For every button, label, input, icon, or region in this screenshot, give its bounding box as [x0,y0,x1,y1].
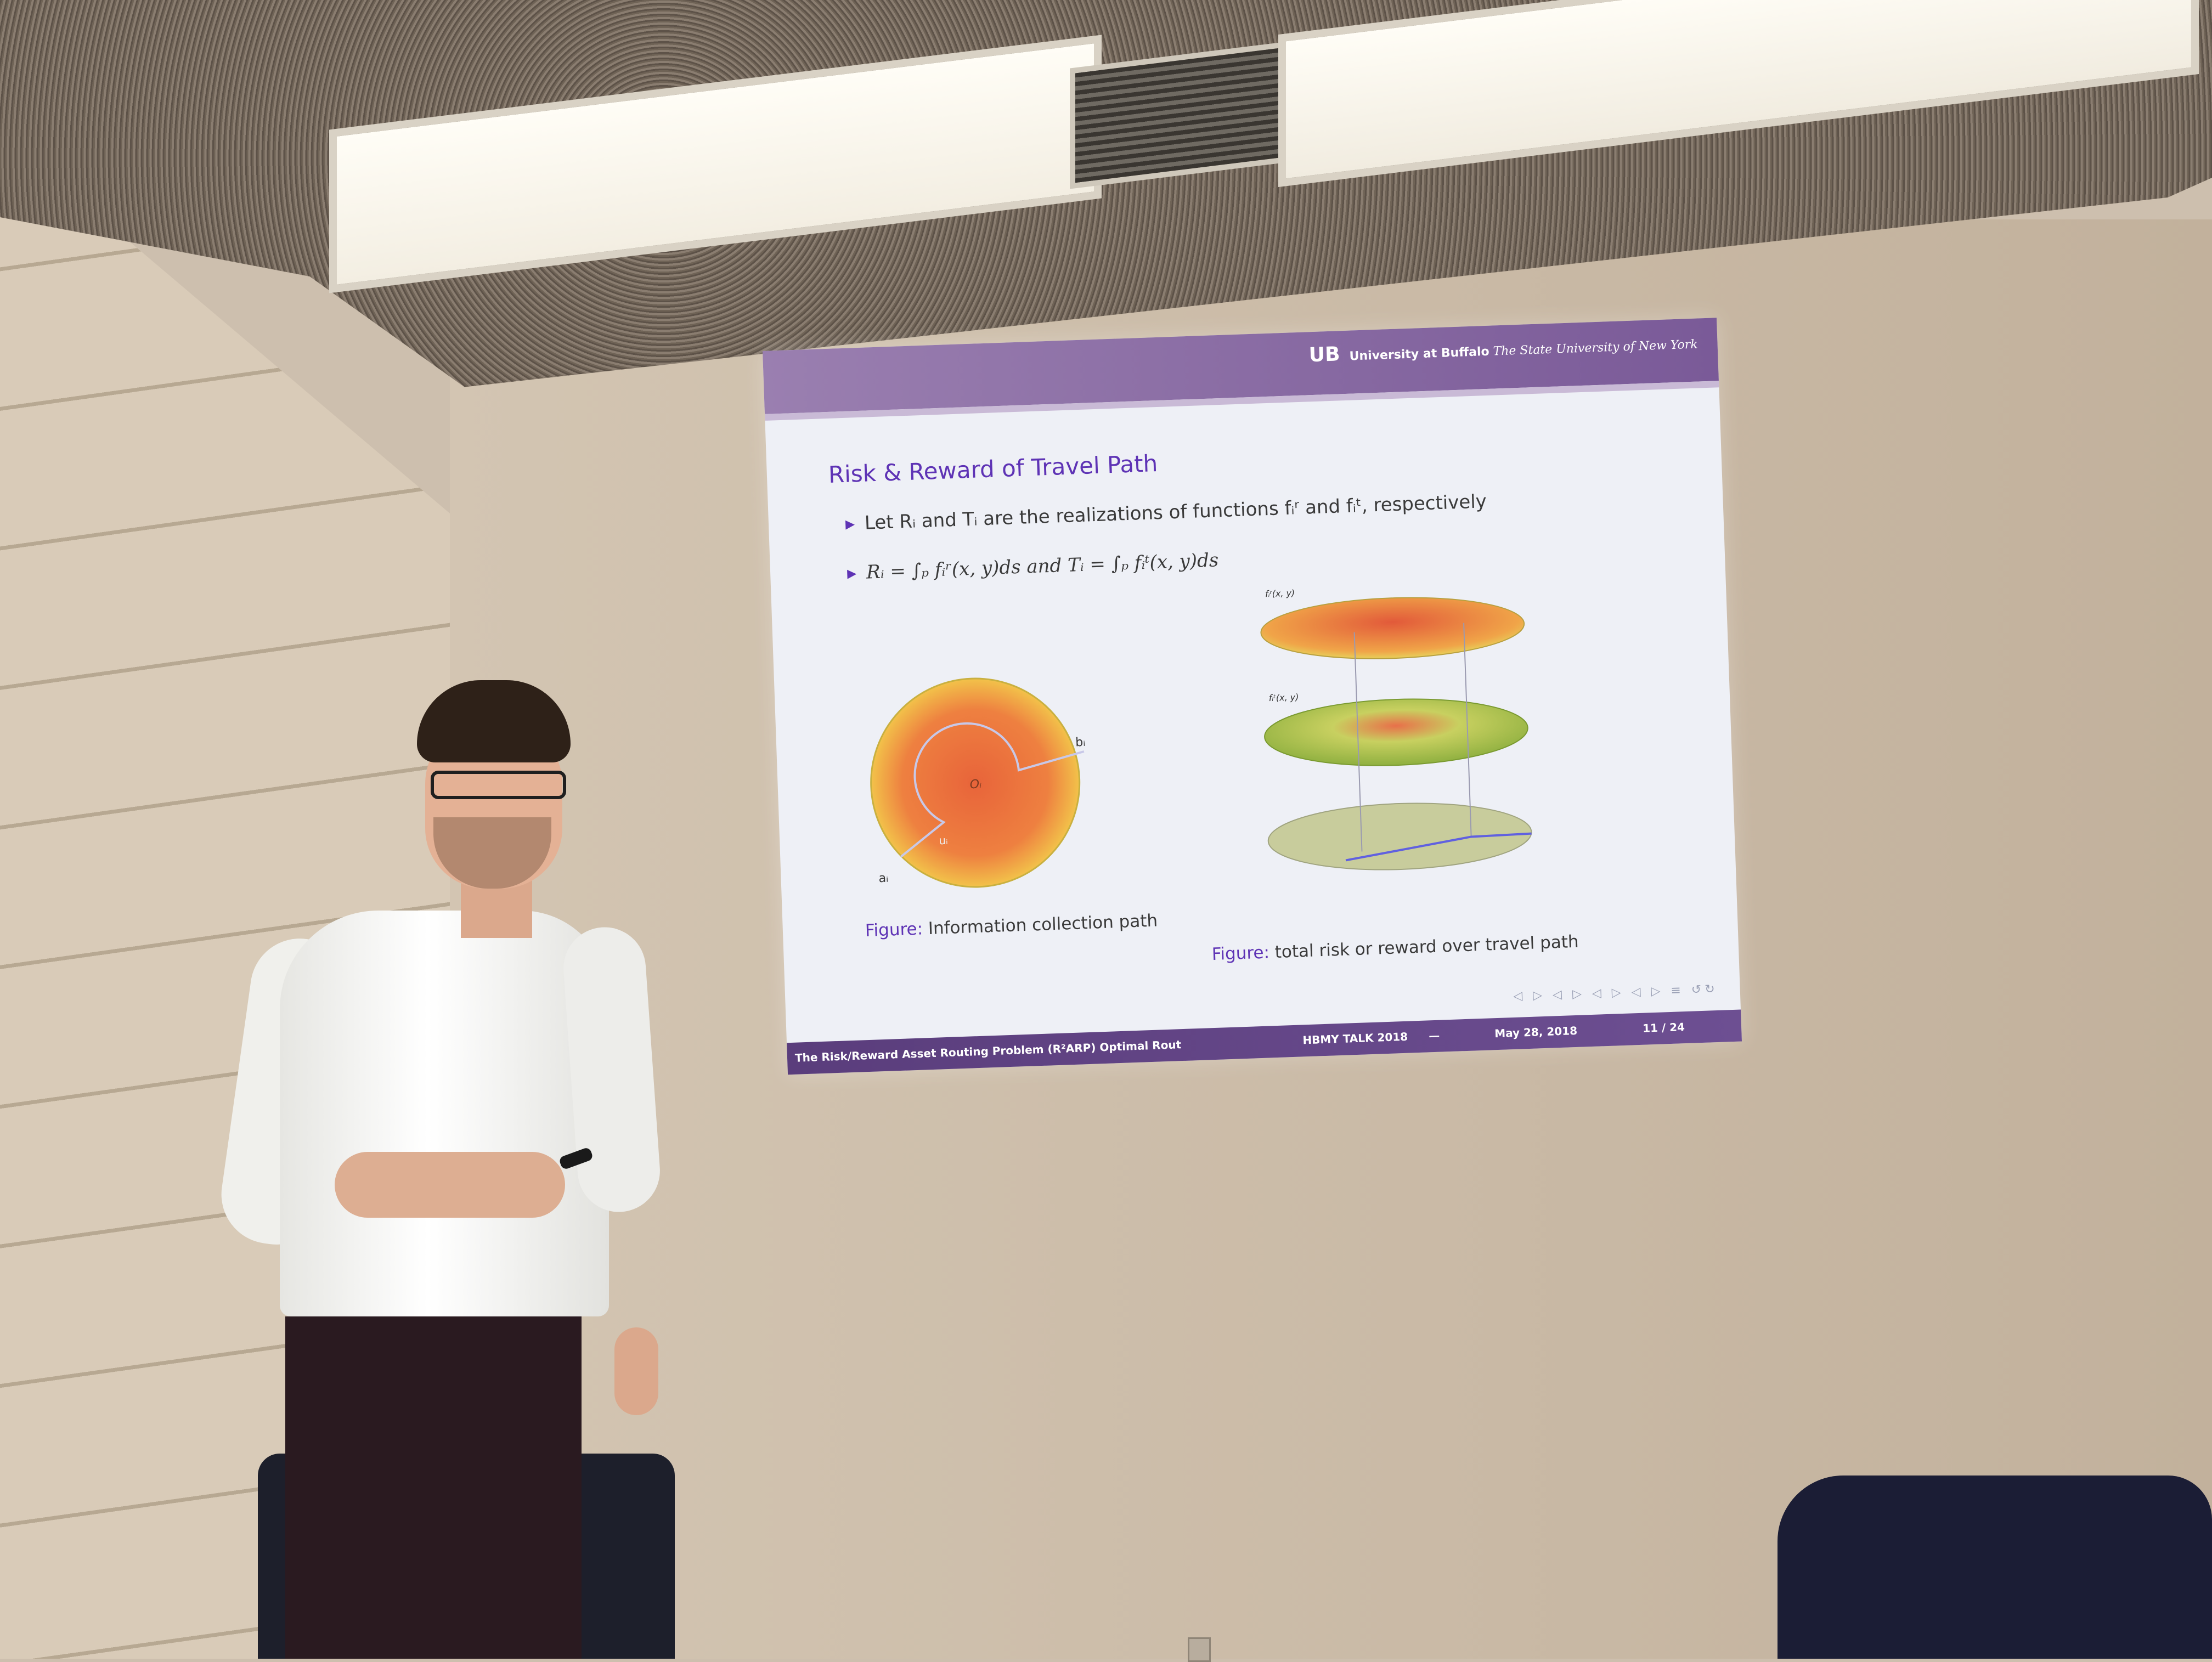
footer-separator: — [1428,1028,1440,1043]
figure2-caption [1211,932,1579,964]
layer-mid-label: fᵢᵗ(x, y) [1268,692,1299,704]
university-brand [1308,331,1698,367]
footer-talk-title: The Risk/Reward Asset Routing Problem (R²ARP) Optimal Rout [794,1038,1182,1065]
brand-name: University at Buffalo [1349,344,1490,364]
layer-top-label: fᵢʳ(x, y) [1265,587,1295,600]
footer-date: May 28, 2018 [1494,1024,1578,1041]
label-a: aᵢ [878,871,889,886]
presenter-glasses [431,771,566,799]
projected-slide [763,318,1742,1075]
top-surface [1260,593,1526,663]
figure-layered-surfaces [1254,571,1549,888]
caption-text: total risk or reward over travel path [1274,931,1579,963]
beamer-navigation: ◁ ▷ ◁ ▷ ◁ ▷ ◁ ▷ ≡ ↺↻ [1513,982,1719,1003]
figure-circle-path [856,663,1105,913]
bullet-formula: Rᵢ = ∫ₚ fᵢʳ(x, y)ds and Tᵢ = ∫ₚ fᵢᵗ(x, y)ds [866,549,1219,584]
slide-title: Risk & Reward of Travel Path [828,450,1159,488]
ub-logo: UB [1308,343,1341,367]
chair-right [1778,1476,2212,1659]
footer-page-number: 11 / 24 [1642,1020,1685,1035]
bullet-triangle-icon: ▶ [845,517,855,532]
brand-subtitle: The State University of New York [1493,337,1699,359]
presenter-shirt [280,911,609,1316]
bullet-item [847,549,1219,584]
presenter-pants [285,1316,582,1659]
middle-surface [1263,695,1529,770]
wall-outlet [1188,1637,1211,1662]
label-u: uᵢ [938,833,948,847]
bullet-item [845,490,1487,535]
caption-text: Information collection path [928,911,1158,939]
label-o: Oᵢ [969,777,982,792]
presenter-hand [614,1327,658,1415]
figure1-caption [865,911,1158,941]
caption-label: Figure: [865,919,923,941]
presenter-forearm [335,1152,565,1218]
bullet-text: Let Rᵢ and Tᵢ are the realizations of functions fᵢʳ and fᵢᵗ, respectively [864,490,1487,534]
label-b: bᵢ [1075,735,1086,750]
presenter [236,680,675,1659]
bullet-triangle-icon: ▶ [847,567,857,581]
footer-event: HBMY TALK 2018 [1302,1030,1408,1047]
presenter-hair [417,680,571,762]
caption-label: Figure: [1211,942,1270,965]
